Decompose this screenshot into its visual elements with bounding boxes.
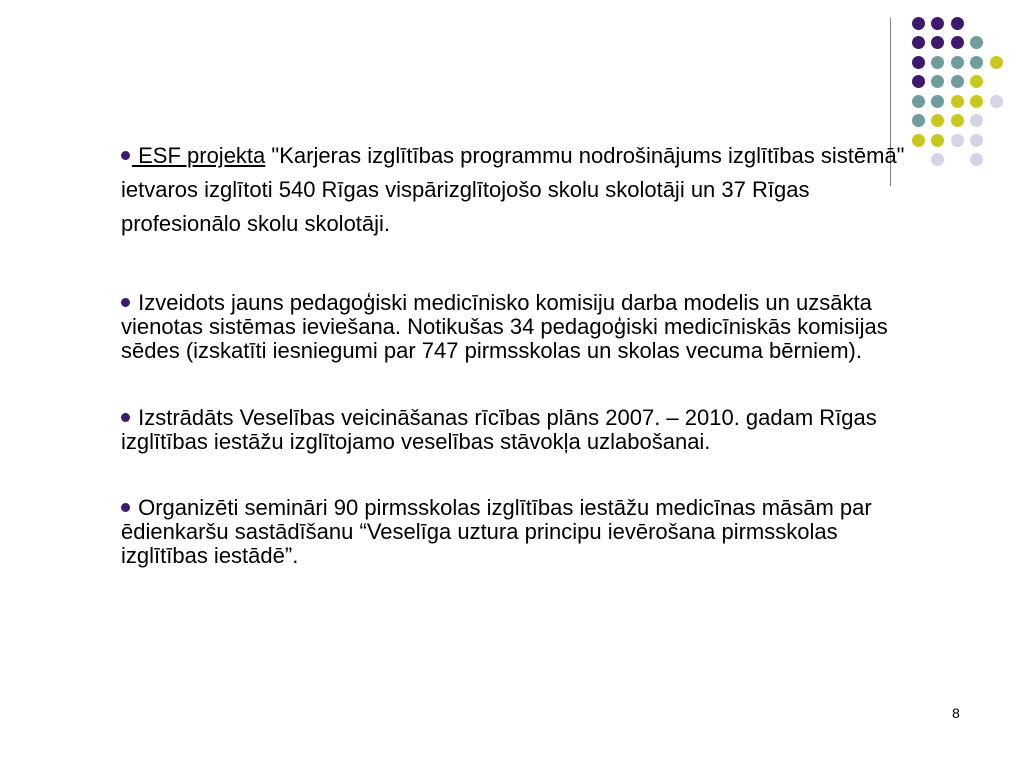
paragraph-text: "Karjeras izglītības programmu nodrošinājums izglītības sistēmā" ietvaros izglītoti 540 Rīgas vispārizglītojošo skolu skolotāji un 37 Rīgas profesionālo skolu skolotāji. xyxy=(121,143,905,236)
decorative-dot xyxy=(912,17,925,30)
esf-project-link[interactable]: ESF projekta xyxy=(132,143,266,168)
bullet-icon xyxy=(121,298,130,307)
paragraph-text: Izstrādāts Veselības veicināšanas rīcības plāns 2007. – 2010. gadam Rīgas izglītības iestāžu izglītojamo veselības stāvokļa uzlabošanai. xyxy=(121,405,877,454)
decorative-dot xyxy=(951,95,964,108)
decorative-dot xyxy=(970,56,983,69)
decorative-dot xyxy=(970,36,983,49)
bullet-paragraph-3 xyxy=(121,406,921,454)
decorative-dot xyxy=(990,95,1003,108)
decorative-dot xyxy=(931,134,944,147)
bullet-icon xyxy=(121,503,130,512)
decorative-dot xyxy=(912,114,925,127)
decorative-dot xyxy=(912,75,925,88)
paragraph-text: Organizēti semināri 90 pirmsskolas izglītības iestāžu medicīnas māsām par ēdienkaršu sastādīšanu “Veselīga uztura principu ievērošana pirmsskolas izglītības iestādē”. xyxy=(121,495,872,568)
decorative-dot xyxy=(931,75,944,88)
decorative-dot xyxy=(970,114,983,127)
decorative-dot xyxy=(970,153,983,166)
decorative-dot xyxy=(951,56,964,69)
decorative-dot xyxy=(990,56,1003,69)
decorative-dot xyxy=(931,36,944,49)
decorative-dot xyxy=(951,134,964,147)
decorative-dot xyxy=(931,114,944,127)
decorative-dot xyxy=(970,134,983,147)
decorative-dot xyxy=(951,17,964,30)
decorative-dot xyxy=(970,95,983,108)
page-number: 8 xyxy=(952,705,960,721)
decorative-dot xyxy=(951,36,964,49)
decorative-dot xyxy=(931,95,944,108)
decorative-dot xyxy=(912,56,925,69)
bullet-paragraph-4 xyxy=(121,496,921,568)
bullet-icon xyxy=(121,413,130,422)
bullet-paragraph-2 xyxy=(121,291,921,363)
decorative-dot xyxy=(970,75,983,88)
bullet-paragraph-1 xyxy=(121,139,921,241)
decorative-dot xyxy=(912,95,925,108)
decorative-dot xyxy=(951,114,964,127)
decorative-dot xyxy=(951,75,964,88)
bullet-icon xyxy=(121,151,130,160)
paragraph-text: Izveidots jauns pedagoģiski medicīnisko komisiju darba modelis un uzsākta vienotas sistēmas ieviešana. Notikušas 34 pedagoģiski medicīniskās komisijas sēdes (izskatīti iesniegumi par 747 pirmsskolas un skolas vecuma bērniem). xyxy=(121,290,888,363)
decorative-dot xyxy=(912,36,925,49)
decorative-dot xyxy=(931,56,944,69)
decorative-dot xyxy=(931,17,944,30)
decorative-dot xyxy=(931,153,944,166)
